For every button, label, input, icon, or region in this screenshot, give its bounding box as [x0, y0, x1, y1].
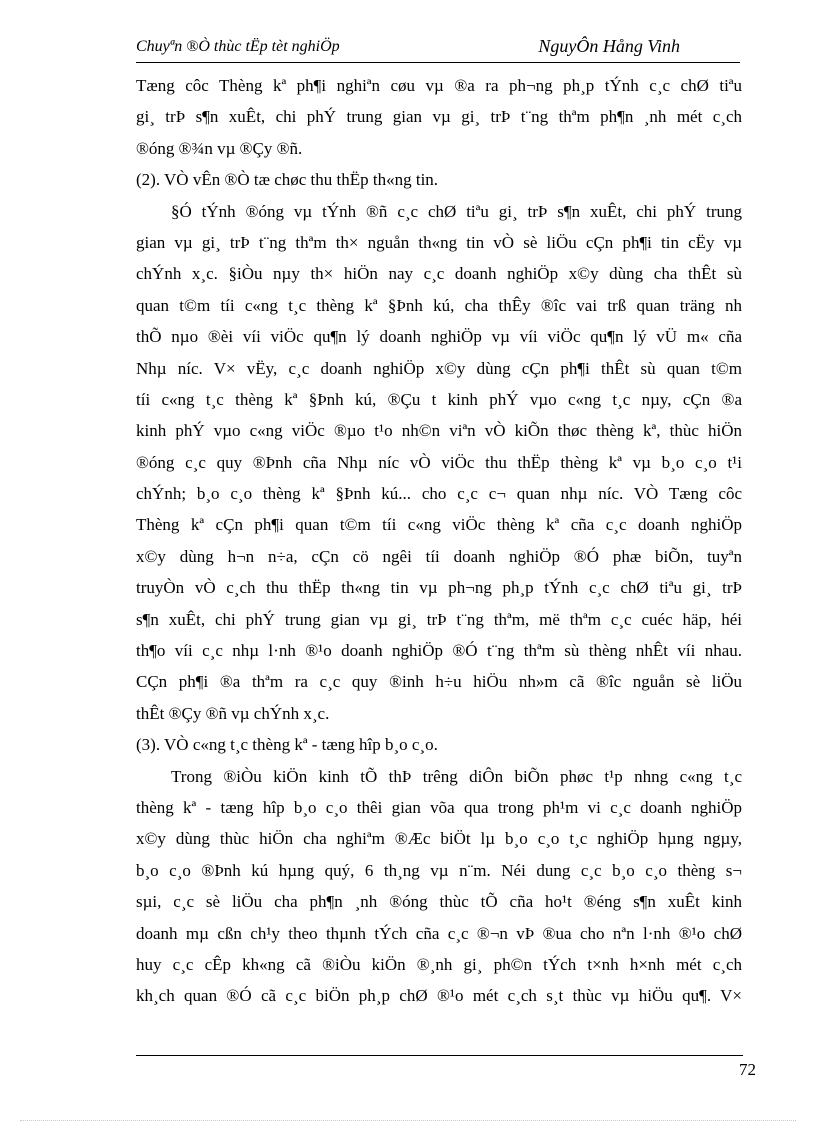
text-line: tíi c«ng t¸c thèng kª §Þnh kú, ®Çu t kinh phÝ vµo c«ng t¸c nµy, cÇn ®a — [136, 389, 742, 409]
text-line: Thèng kª cÇn ph¶i quan t©m tíi c«ng viÖc thèng kª cña c¸c doanh nghiÖp — [136, 515, 742, 535]
author-name: NguyÔn Hång Vinh — [538, 36, 680, 56]
text-line: kinh phÝ vµo c«ng viÖc ®µo t¹o nh©n viªn vÒ kiÕn thøc thèng kª, thùc hiÖn — [136, 421, 742, 441]
text-line: thÕ nµo ®èi víi viÖc qu¶n lý doanh nghiÖp vµ víi viÖc qu¶n lý vÜ m« cña — [136, 327, 742, 347]
text-line: x©y dùng thùc hiÖn cha nghiªm ®Æc biÖt lµ b¸o c¸o t¸c nghiÖp hµng ngµy, — [136, 829, 742, 849]
text-line: CÇn ph¶i ®a thªm ra c¸c quy ®inh h÷u hiÖu nh»m cã ®îc nguån sè liÖu — [136, 672, 742, 692]
body-text — [136, 70, 742, 1012]
text-line: chÝnh; b¸o c¸o thèng kª §Þnh kú... cho c¸c c¬ quan nhµ níc. VÒ Tæng côc — [136, 484, 742, 504]
page-header — [136, 36, 740, 63]
text-line: sµi, c¸c sè liÖu cha ph¶n ¸nh ®óng thùc tÕ cña ho¹t ®éng s¶n xuÊt kinh — [136, 892, 742, 912]
text-line: thèng kª - tæng hîp b¸o c¸o thêi gian võa qua trong ph¹m vi c¸c doanh nghiÖp — [136, 797, 742, 817]
text-line: §Ó tÝnh ®óng vµ tÝnh ®ñ c¸c chØ tiªu gi¸ trÞ s¶n xuÊt, chi phÝ trung — [171, 201, 742, 221]
footer-divider — [136, 1055, 743, 1056]
text-line: chÝnh x¸c. §iÒu nµy th× hiÖn nay c¸c doanh nghiÖp x©y dùng cha thÊt sù — [136, 264, 742, 284]
page-number: 72 — [739, 1060, 756, 1079]
text-line: thÊt ®Çy ®ñ vµ chÝnh x¸c. — [136, 703, 330, 723]
section-heading: (3). VÒ c«ng t¸c thèng kª - tæng hîp b¸o c¸o. — [136, 735, 438, 755]
text-line: ®óng ®¾n vµ ®Çy ®ñ. — [136, 138, 303, 158]
text-line: gian vµ gi¸ trÞ t¨ng thªm th× nguån th«ng tin vÒ sè liÖu cÇn ph¶i tin cËy vµ — [136, 232, 742, 252]
text-line: Nhµ níc. V× vËy, c¸c doanh nghiÖp x©y dùng cÇn ph¶i thÊt sù quan t©m — [136, 358, 742, 378]
section-heading: (2). VÒ vÊn ®Ò tæ chøc thu thËp th«ng tin. — [136, 170, 439, 190]
text-line: gi¸ trÞ s¶n xuÊt, chi phÝ trung gian vµ gi¸ trÞ t¨ng thªm ph¶n ¸nh mét c¸ch — [136, 107, 742, 127]
text-line: huy c¸c cÊp kh«ng cã ®iÒu kiÖn ®¸nh gi¸ ph©n tÝch t×nh h×nh mét c¸ch — [136, 954, 742, 974]
text-line: ®óng c¸c quy ®Þnh cña Nhµ níc vÒ viÖc thu thËp thèng kª vµ b¸o c¸o t¹i — [136, 452, 742, 472]
page-break-line — [20, 1120, 796, 1121]
text-line: Trong ®iÒu kiÖn kinh tÕ thÞ trêng diÔn biÕn phøc t¹p nhng c«ng t¸c — [171, 766, 742, 786]
text-line: kh¸ch quan ®Ó cã c¸c biÖn ph¸p chØ ®¹o mét c¸ch s¸t thùc vµ hiÖu qu¶. V× — [136, 986, 742, 1006]
document-title: Chuyªn ®Ò thùc tËp tèt nghiÖp — [136, 38, 340, 55]
text-line: th¶o víi c¸c nhµ l·nh ®¹o doanh nghiÖp ®Ó t¨ng thªm sù thèng nhÊt víi nhau. — [136, 641, 742, 661]
text-line: b¸o c¸o ®Þnh kú hµng quý, 6 th¸ng vµ n¨m. Néi dung c¸c b¸o c¸o thèng s¬ — [136, 860, 742, 880]
text-line: truyÒn vÒ c¸ch thu thËp th«ng tin vµ ph¬ng ph¸p tÝnh c¸c chØ tiªu gi¸ trÞ — [136, 578, 742, 598]
text-line: x©y dùng h¬n n÷a, cÇn cö ngêi tíi doanh nghiÖp ®Ó phæ biÕn, tuyªn — [136, 546, 742, 566]
text-line: s¶n xuÊt, chi phÝ trung gian vµ gi¸ trÞ t¨ng thªm, më thªm c¸c cuéc häp, héi — [136, 609, 742, 629]
text-line: Tæng côc Thèng kª ph¶i nghiªn cøu vµ ®a ra ph¬ng ph¸p tÝnh c¸c chØ tiªu — [136, 76, 742, 95]
text-line: doanh mµ cßn ch¹y theo thµnh tÝch cña c¸c ®¬n vÞ ®ua cho nªn l·nh ®¹o chØ — [136, 923, 742, 943]
text-line: quan t©m tíi c«ng t¸c thèng kª §Þnh kú, cha thÊy ®îc vai trß quan träng nh — [136, 295, 742, 315]
